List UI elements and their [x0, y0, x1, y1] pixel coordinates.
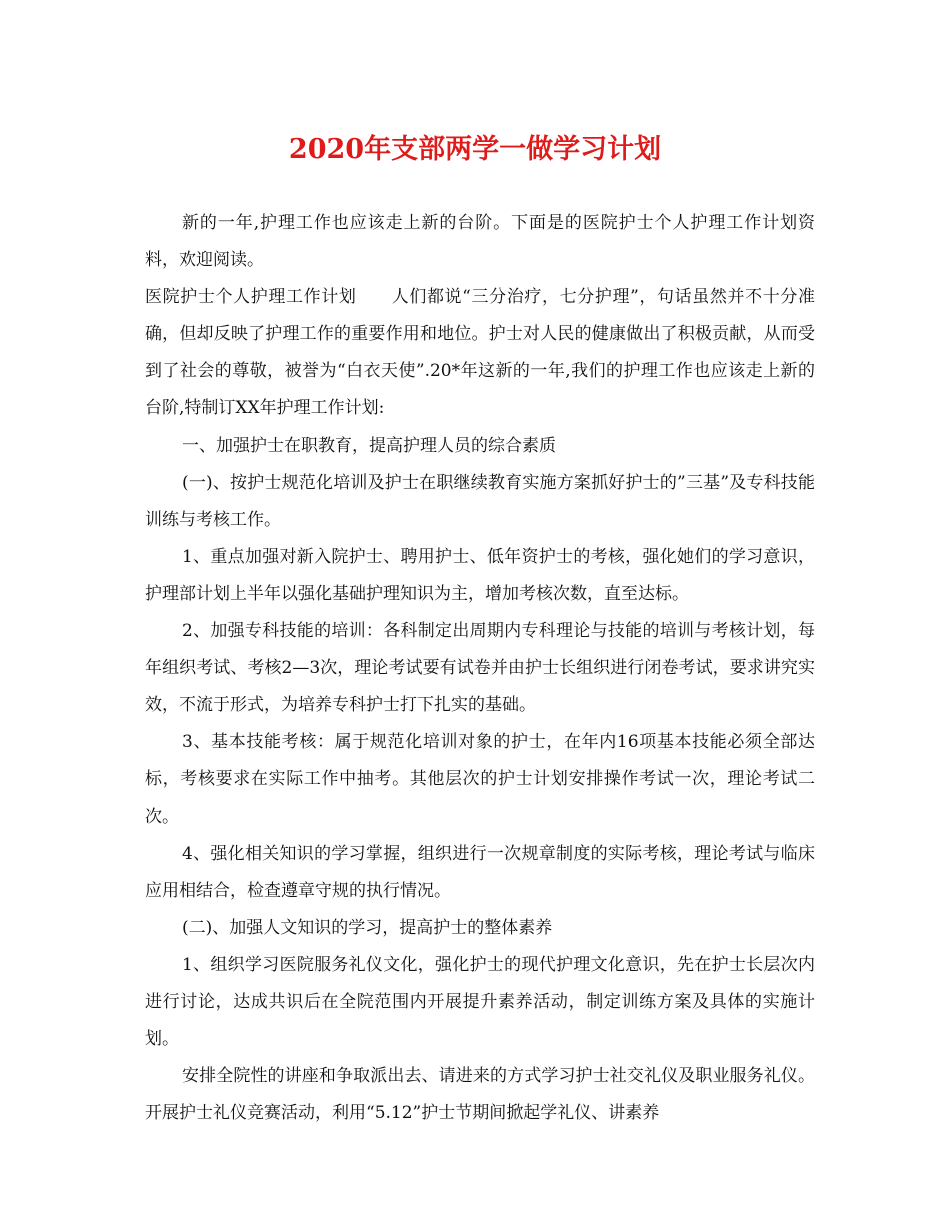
paragraph-item-4: 4、强化相关知识的学习掌握，组织进行一次规章制度的实际考核，理论考试与临床应用相结合，检查遵章守规的执行情况。 — [145, 843, 815, 901]
paragraph-item-5: 1、组织学习医院服务礼仪文化，强化护士的现代护理文化意识，先在护士长层次内进行讨论，达成共识后在全院范围内开展提升素养活动，制定训练方案及具体的实施计划。 — [145, 954, 815, 1050]
paragraph-intro: 新的一年,护理工作也应该走上新的台阶。下面是的医院护士个人护理工作计划资料，欢迎阅读。 — [145, 213, 815, 271]
document-title: 2020年支部两学一做学习计划 — [288, 134, 662, 165]
paragraph-item-3: 3、基本技能考核：属于规范化培训对象的护士，在年内16项基本技能必须全部达标，考核要求在实际工作中抽考。其他层次的护士计划安排操作考试一次，理论考试二次。 — [145, 732, 815, 827]
section-heading-one: 一、加强护士在职教育，提高护理人员的综合素质 — [182, 435, 556, 456]
paragraph-item-2: 2、加强专科技能的培训：各科制定出周期内专科理论与技能的培训与考核计划，每年组织考试、考核2—3次，理论考试要有试卷并由护士长组织进行闭卷考试，要求讲究实效，不流于形式，为培养专科护士打下扎实的基础。 — [145, 621, 815, 716]
document-body — [145, 205, 815, 1132]
paragraph-plan-overview: 医院护士个人护理工作计划 人们都说“三分治疗，七分护理”，句话虽然并不十分准确，但却反映了护理工作的重要作用和地位。护士对人民的健康做出了积极贡献，从而受到了社会的尊敬，被誉为“白衣天使”.20*年这新的一年,我们的护理工作也应该走上新的台阶,特制订XX年护理工作计划: — [145, 287, 815, 419]
paragraph-item-1: 1、重点加强对新入院护士、聘用护士、低年资护士的考核，强化她们的学习意识，护理部计划上半年以强化基础护理知识为主，增加考核次数，直至达标。 — [145, 546, 815, 604]
subsection-heading-one: (一)、按护士规范化培训及护士在职继续教育实施方案抓好护士的”三基”及专科技能训练与考核工作。 — [145, 472, 815, 530]
paragraph-item-6: 安排全院性的讲座和争取派出去、请进来的方式学习护士社交礼仪及职业服务礼仪。开展护士礼仪竞赛活动，利用“5.12”护士节期间掀起学礼仪、讲素养 — [145, 1066, 815, 1124]
subsection-heading-two: (二)、加强人文知识的学习，提高护士的整体素养 — [182, 917, 553, 938]
